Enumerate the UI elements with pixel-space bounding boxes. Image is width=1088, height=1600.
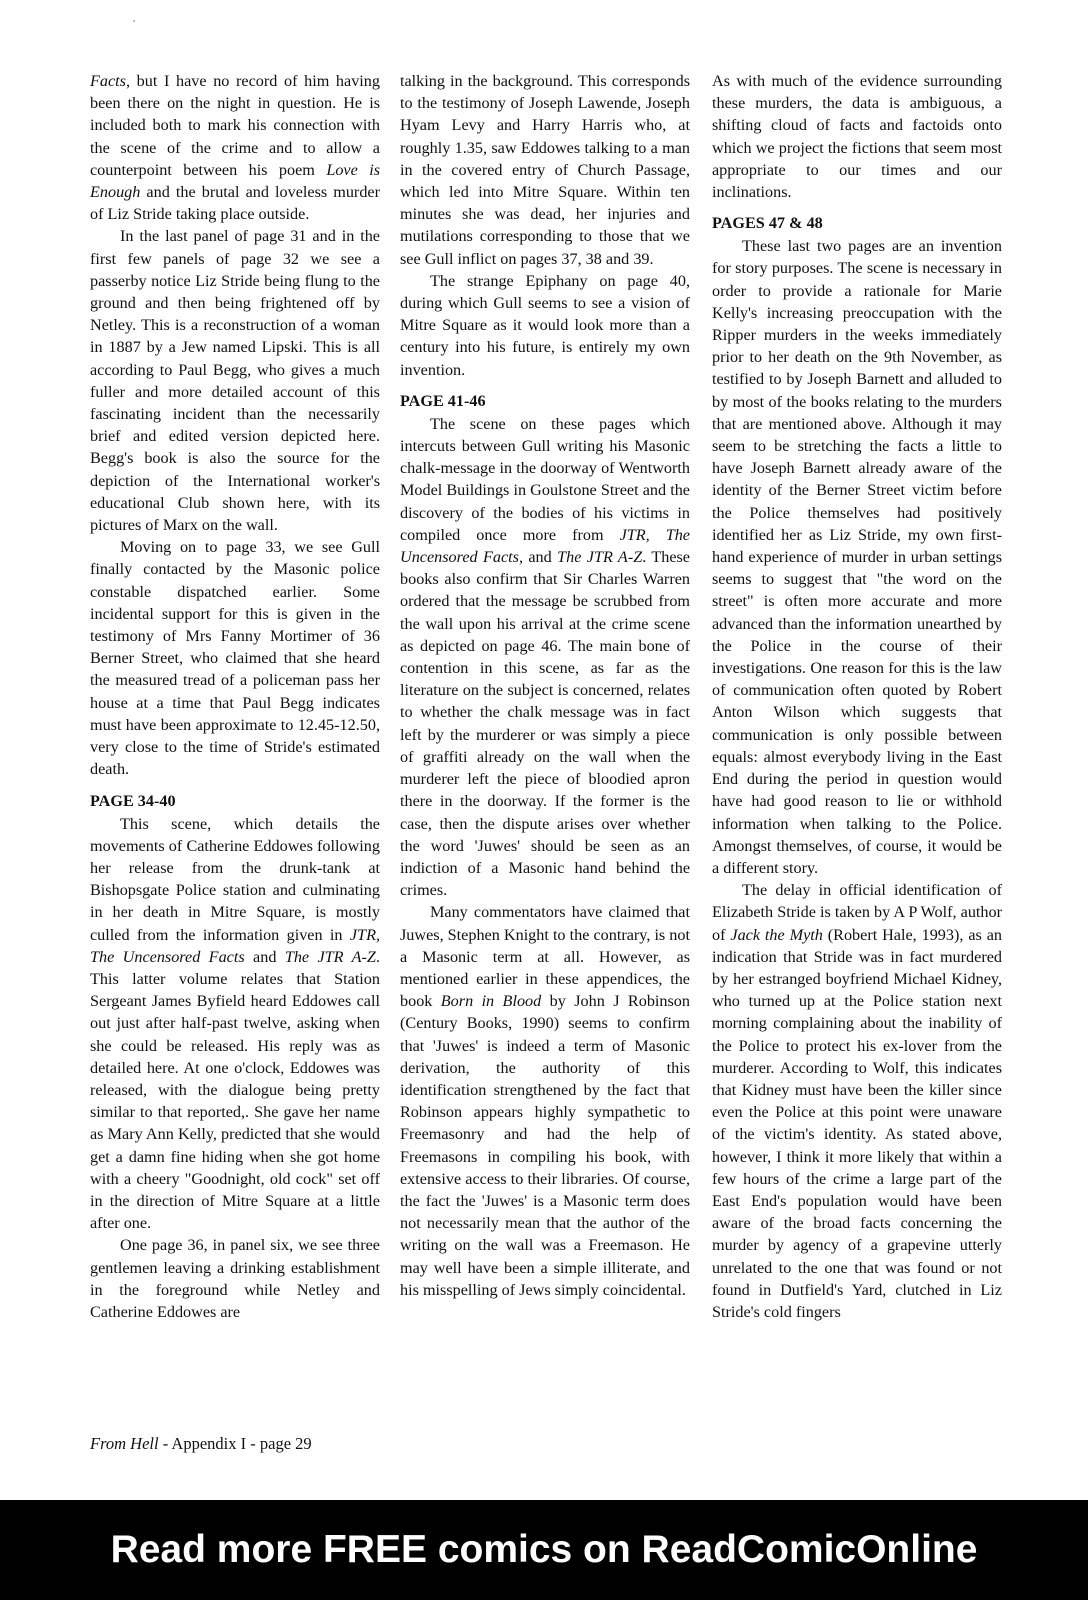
paragraph: In the last panel of page 31 and in the first few panels of page 32 we see a passerby notice Liz Stride being flung to the ground and then being frightened off by Netley. This is a reconstruction of a woman in 1887 by a Jew named Lipski. This is all according to Paul Begg, who gives a much fuller and more detailed account of this fascinating incident than the necessarily brief and edited version depicted here. Begg's book is also the source for the depiction of the International worker's educational Club shown here, with its pictures of Marx on the wall. bbox=[90, 227, 380, 535]
promo-banner[interactable]: Read more FREE comics on ReadComicOnline bbox=[0, 1500, 1088, 1600]
paragraph: talking in the background. This corresponds to the testimony of Joseph Lawende, Joseph Hyam Levy and Harry Harris who, at roughly 1.35, saw Eddowes talking to a man in the covered entry of Church Passage, which led into Mitre Square. Within ten minutes she was dead, her injuries and mutilations corresponding to those that we see Gull inflict on pages 37, 38 and 39. bbox=[400, 72, 690, 268]
text-column-2 bbox=[400, 70, 690, 1301]
section-heading: PAGE 41-46 bbox=[400, 391, 486, 410]
paragraph: These last two pages are an invention for story purposes. The scene is necessary in order to provide a rationale for Marie Kelly's increasing preoccupation with the Ripper murders in the weeks immediately prior to her death on the 9th November, as testified to by Joseph Barnett and alluded to by most of the books relating to the murders that are mentioned above. Although it may seem to be stretching the facts a little to have Joseph Barnett already aware of the identity of the Berner Street victim before the Police themselves had positively identified her as Liz Stride, my own first-hand experience of murder in urban settings seems to suggest that "the word on the street" is often more accurate and more advanced than the information unearthed by the Police in the course of their investigations. One reason for this is the law of communication often quoted by Robert Anton Wilson which suggests that communication is only possible between equals: almost everybody living in the East End during the period in question would have had good reason to lie or withhold information when talking to the Police. Amongst themselves, of course, it would be a different story. bbox=[712, 237, 1002, 877]
paragraph: The scene on these pages which intercuts between Gull writing his Masonic chalk-message in the doorway of Wentworth Model Buildings in Goulstone Street and the discovery of the bodies of his victims in compiled once more from JTR, The Uncensored Facts, and The JTR A-Z. These books also confirm that Sir Charles Warren ordered that the message be scrubbed from the wall upon his arrival at the crime scene as depicted on page 46. The main bone of contention in this scene, as far as the literature on the subject is concerned, relates to whether the chalk message was in fact left by the murderer or was simply a piece of graffiti already on the wall when the murderer left the piece of bloodied apron there in the doorway. If the former is the case, then the dispute arises over whether the word 'Juwes' should be seen as an indiction of a Masonic hand behind the crimes. bbox=[400, 414, 690, 900]
paragraph: The delay in official identification of Elizabeth Stride is taken by A P Wolf, author of Jack the Myth (Robert Hale, 1993), as an indication that Stride was in fact murdered by her estranged boyfriend Michael Kidney, who turned up at the Police station next morning complaining about the inability of the Police to protect his ex-lover from the murderer. According to Wolf, this indicates that Kidney must have been the killer since even the Police at this point were unaware of the victim's identity. As stated above, however, I think it more likely that within a few hours of the crime a large part of the East End's population would have been aware of the broad facts concerning the murder by agency of a grapevine utterly unrelated to the one that was found or not found in Dutfield's Yard, clutched in Liz Stride's cold fingers bbox=[712, 881, 1002, 1321]
paragraph: One page 36, in panel six, we see three gentlemen leaving a drinking establishment in the foreground while Netley and Catherine Eddowes are bbox=[90, 1236, 380, 1321]
text-column-3 bbox=[712, 70, 1002, 1323]
paragraph: As with much of the evidence surrounding these murders, the data is ambiguous, a shifting cloud of facts and factoids onto which we project the fictions that seem most appropriate to our times and our inclinations. bbox=[712, 72, 1002, 202]
paragraph: Moving on to page 33, we see Gull finally contacted by the Masonic police constable dispatched earlier. Some incidental support for this is given in the testimony of Mrs Fanny Mortimer of 36 Berner Street, who claimed that she heard the measured tread of a policeman pass her house at a time that Paul Begg indicates must have been approximate to 12.45-12.50, very close to the time of Stride's estimated death. bbox=[90, 538, 380, 779]
paragraph: This scene, which details the movements of Catherine Eddowes following her release from the drunk-tank at Bishopsgate Police station and culminating in her death in Mitre Square, is mostly culled from the information given in JTR, The Uncensored Facts and The JTR A-Z. This latter volume relates that Station Sergeant James Byfield heard Eddowes call out just after half-past twelve, asking when she could be released. His reply was as detailed here. At one o'clock, Eddowes was released, with the dialogue being pretty similar to that reported,. She gave her name as Mary Ann Kelly, predicted that she would get a damn fine hiding when she got home with a cheery "Goodnight, old cock" set off in the direction of Mitre Square at a little after one. bbox=[90, 814, 380, 1233]
section-heading: PAGE 34-40 bbox=[90, 791, 176, 810]
text-column-1 bbox=[90, 70, 380, 1323]
page-footer: From Hell - Appendix I - page 29 bbox=[90, 1434, 312, 1453]
paragraph: Many commentators have claimed that Juwes, Stephen Knight to the contrary, is not a Masonic term at all. However, as mentioned earlier in these appendices, the book Born in Blood by John J Robinson (Century Books, 1990) seems to confirm that 'Juwes' is indeed a term of Masonic derivation, the authority of this identification strengthened by the fact that Robinson appears highly sympathetic to Freemasonry and had the help of Freemasons in compiling his book, with extensive access to their libraries. Of course, the fact the 'Juwes' is a Masonic term does not necessarily mean that the author of the writing on the wall was a Freemason. He may well have been a simple illiterate, and his misspelling of Jews simply coincidental. bbox=[400, 903, 690, 1299]
section-heading: PAGES 47 & 48 bbox=[712, 214, 823, 233]
scan-speck bbox=[133, 20, 135, 22]
paragraph: The strange Epiphany on page 40, during which Gull seems to see a vision of Mitre Square as it would look more than a century into his future, is entirely my own invention. bbox=[400, 271, 690, 379]
paragraph: Facts, but I have no record of him having been there on the night in question. He is included both to mark his connection with the scene of the crime and to allow a counterpoint between his poem Love is Enough and the brutal and loveless murder of Liz Stride taking place outside. bbox=[90, 72, 381, 224]
